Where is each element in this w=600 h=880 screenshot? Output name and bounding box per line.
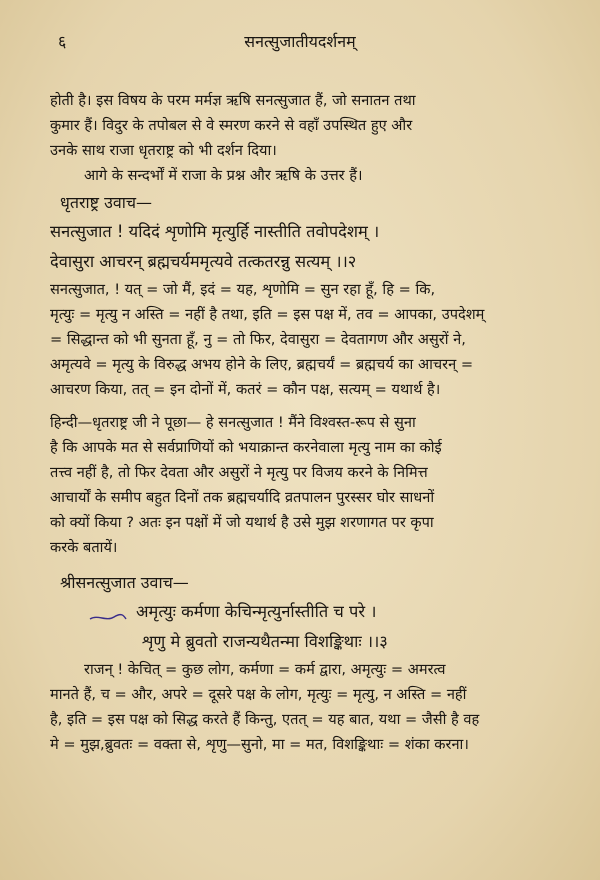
spacer [50, 402, 570, 410]
verse-3 [50, 597, 570, 657]
verse-line: देवासुरा आचरन् ब्रह्मचर्यममृत्यवे तत्कतरन्नु सत्यम् ।।२ [50, 252, 357, 271]
text-line: होती है। इस विषय के परम मर्मज्ञ ऋषि सनत्सुजात हैं, जो सनातन तथा [50, 92, 416, 109]
gloss-line: मृत्युः = मृत्यु न अस्ति = नहीं है तथा, इति = इस पक्ष में, तव = आपका, उपदेशम् [50, 306, 485, 323]
page-number: ६ [58, 32, 67, 51]
text-line: आगे के सन्दर्भों में राजा के प्रश्न और ऋषि के उत्तर हैं। [84, 167, 363, 184]
text-line: कुमार हैं। विदुर के तपोबल से वे स्मरण करने से वहाँ उपस्थित हुए और [50, 117, 413, 134]
gloss-line: अमृत्यवे = मृत्यु के विरुद्ध अभय होने के लिए, ब्रह्मचर्यं = ब्रह्मचर्य का आचरन् = [50, 356, 474, 373]
speaker-sanatsujata: श्रीसनत्सुजात उवाच— [60, 573, 189, 592]
translation-line: है कि आपके मत से सर्वप्राणियों को भयाक्रान्त करनेवाला मृत्यु नाम का कोई [50, 439, 442, 456]
gloss-line: मे = मुझ,ब्रुवतः = वक्ता से, शृणु—सुनो, मा = मत, विशङ्किथाः = शंका करना। [50, 736, 469, 753]
gloss-verse-2 [50, 277, 570, 402]
gloss-line: है, इति = इस पक्ष को सिद्ध करते हैं किन्तु, एतत् = यह बात, यथा = जैसी है वह [50, 711, 480, 728]
verse-2 [50, 217, 570, 277]
translation-line: तत्त्व नहीं है, तो फिर देवता और असुरों ने मृत्यु पर विजय करने के निमित्त [50, 464, 428, 481]
gloss-line: मानते हैं, च = और, अपरे = दूसरे पक्ष के लोग, मृत्युः = मृत्यु, न अस्ति = नहीं [50, 686, 467, 703]
pen-underline-mark [88, 610, 128, 624]
body-text [50, 88, 570, 757]
intro-paragraph [50, 88, 570, 163]
page-header [0, 30, 600, 54]
text-line: उनके साथ राजा धृतराष्ट्र को भी दर्शन दिया। [50, 142, 277, 159]
translation-line: करके बतायें। [50, 539, 118, 556]
gloss-line: राजन् ! केचित् = कुछ लोग, कर्मणा = कर्म द्वारा, अमृत्युः = अमरत्व [84, 661, 446, 678]
verse-line: शृणु मे ब्रुवतो राजन्यथैतन्मा विशङ्किथाः ।।३ [142, 632, 388, 651]
verse-line: अमृत्युः कर्मणा केचिन्मृत्युर्नास्तीति च परे । [136, 602, 377, 621]
context-paragraph [50, 163, 570, 188]
running-title: सनत्सुजातीयदर्शनम् [244, 32, 356, 51]
spacer [50, 560, 570, 568]
gloss-line: = सिद्धान्त को भी सुनता हूँ, नु = तो फिर, देवासुरा = देवतागण और असुरों ने, [50, 331, 466, 348]
verse-line: सनत्सुजात ! यदिदं शृणोमि मृत्युर्हि नास्तीति तवोपदेशम् । [50, 222, 380, 241]
hindi-translation-verse-2 [50, 410, 570, 560]
gloss-line: आचरण किया, तत् = इन दोनों में, कतरं = कौन पक्ष, सत्यम् = यथार्थ है। [50, 381, 441, 398]
translation-line: को क्यों किया ? अतः इन पक्षों में जो यथार्थ है उसे मुझ शरणागत पर कृपा [50, 514, 434, 531]
translation-line: आचार्यों के समीप बहुत दिनों तक ब्रह्मचर्यादि व्रतपालन पुरस्सर घोर साधनों [50, 489, 435, 506]
gloss-verse-3 [50, 657, 570, 757]
speaker-dhritarashtra: धृतराष्ट्र उवाच— [60, 193, 153, 212]
gloss-line: सनत्सुजात, ! यत् = जो मैं, इदं = यह, शृणोमि = सुन रहा हूँ, हि = कि, [50, 281, 436, 298]
translation-line: हिन्दी—धृतराष्ट्र जी ने पूछा— हे सनत्सुजात ! मैंने विश्वस्त-रूप से सुना [50, 414, 416, 431]
